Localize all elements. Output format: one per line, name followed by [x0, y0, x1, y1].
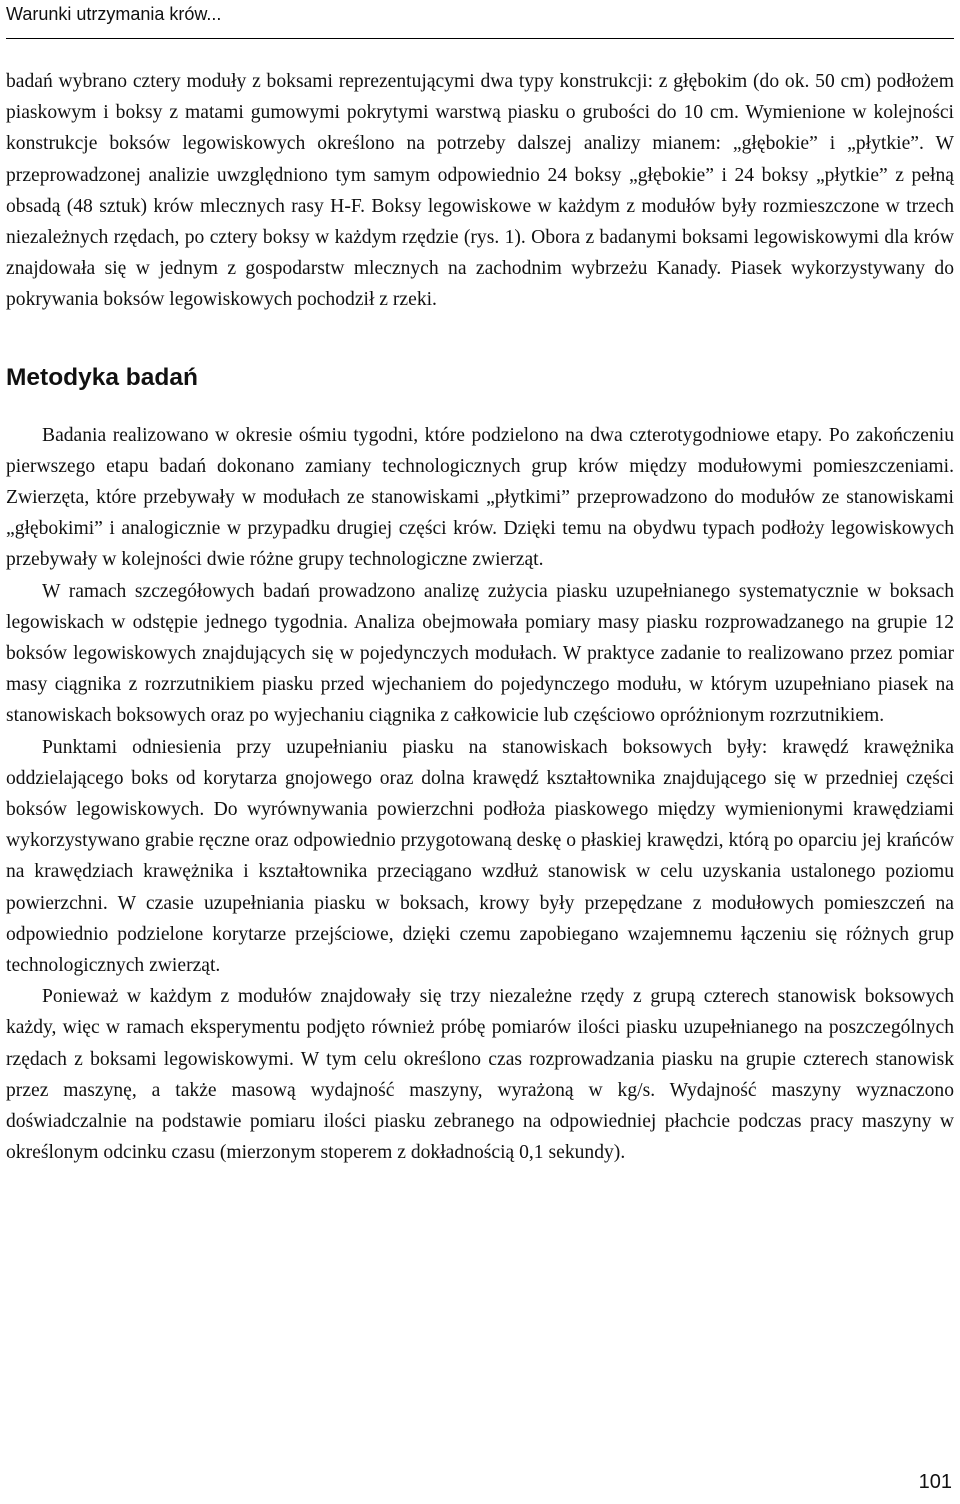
header-divider — [6, 38, 954, 39]
page-number: 101 — [918, 1471, 952, 1493]
running-header: Warunki utrzymania krów... — [6, 4, 222, 24]
page-body — [6, 66, 954, 1169]
body-paragraph: W ramach szczegółowych badań prowadzono analizę zużycia piasku uzupełnianego systematycznie w boksach legowiskach w odstępie jednego tygodnia. Analiza obejmowała pomiary masy piasku rozprowadzanego na grupie 12 boksów legowiskowych znajdujących się w pojedynczych modułach. W praktyce zadanie to realizowano przez pomiar masy ciągnika z rozrzutnikiem piasku przed wjechaniem do pojedynczego modułu, w którym uzupełniano piasek na stanowiskach boksowych oraz po wyjechaniu ciągnika z całkowicie lub częściowo opróżnionym rozrzutnikiem. — [6, 580, 954, 727]
body-paragraph: Punktami odniesienia przy uzupełnianiu piasku na stanowiskach boksowych były: krawędź krawężnika oddzielającego boks od korytarza gnojowego oraz dolna krawędź kształtownika znajdującego się w przedniej części boksów legowiskowych. Do wyrównywania powierzchni podłoża piaskowego między wymienionymi krawędziami wykorzystywano grabie ręczne oraz odpowiednio przygotowaną deskę o płaskiej krawędzi, którą po oparciu jej krańców na krawędziach krawężnika i kształtownika przeciągano wzdłuż stanowisk w celu uzyskania ustalonego poziomu powierzchni. W czasie uzupełniania piasku w boksach, krowy były przepędzane z modułowych pomieszczeń na odpowiednio podzielone korytarze przejściowe, dzięki czemu zapobiegano wzajemnemu łączeniu się różnych grup technologicznych zwierząt. — [6, 736, 954, 977]
body-paragraph: Badania realizowano w okresie ośmiu tygodni, które podzielono na dwa czterotygodniowe etapy. Po zakończeniu pierwszego etapu badań dokonano zamiany technologicznych grup krów między modułowymi pomieszczeniami. Zwierzęta, które przebywały w modułach ze stanowiskami „płytkimi” przeprowadzono do modułów ze stanowiskami „głębokimi” i analogicznie w przypadku drugiej części krów. Dzięki temu na obydwu typach podłoży legowiskowych przebywały w kolejności dwie różne grupy technologiczne zwierząt. — [6, 424, 954, 571]
body-paragraph: Ponieważ w każdym z modułów znajdowały się trzy niezależne rzędy z grupą czterech stanowisk boksowych każdy, więc w ramach eksperymentu podjęto również próbę pomiarów ilości piasku uzupełnianego na poszczególnych rzędach z boksami legowiskowymi. W tym celu określono czas rozprowadzania piasku na grupie czterech stanowisk przez maszynę, a także masową wydajność maszyny, wyrażoną w kg/s. Wydajność maszyny wyznaczono doświadczalnie na podstawie pomiaru ilości piasku zebranego na odpowiedniej płachcie podczas pracy maszyny w określonym odcinku czasu (mierzonym stoperem z dokładnością 0,1 sekundy). — [6, 986, 954, 1164]
section-heading: Metodyka badań — [6, 363, 198, 391]
intro-paragraph: badań wybrano cztery moduły z boksami reprezentującymi dwa typy konstrukcji: z głębokim (do ok. 50 cm) podłożem piaskowym i boksy z matami gumowymi pokrytymi warstwą piasku o grubości do 10 cm. Wymienione w kolejności konstrukcje boksów legowiskowych określono na potrzeby dalszej analizy mianem: „głębokie” i „płytkie”. W przeprowadzonej analizie uwzględniono tym samym odpowiednio 24 boksy „głębokie” i 24 boksy „płytkie” z pełną obsadą (48 sztuk) krów mlecznych rasy H-F. Boksy legowiskowe w każdym z modułów były rozmieszczone w trzech niezależnych rzędach, po cztery boksy w każdym rzędzie (rys. 1). Obora z badanymi boksami legowiskowymi dla krów znajdowała się w jednym z gospodarstw mlecznych na zachodnim wybrzeżu Kanady. Piasek wykorzystywany do pokrywania boksów legowiskowych pochodził z rzeki. — [6, 71, 954, 311]
